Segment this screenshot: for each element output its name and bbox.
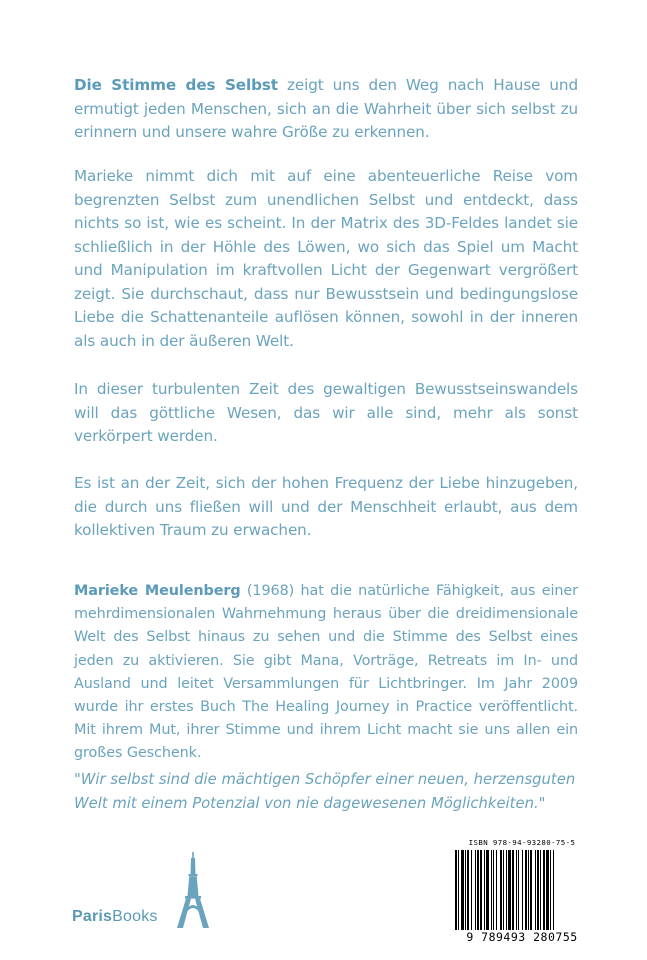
blurb-paragraph-2: Marieke nimmt dich mit auf eine abenteuerliche Reise vom begrenzten Selbst zum unendlichen Selbst und entdeckt, dass nichts so ist, wie es scheint. In der Matrix des 3D-Feldes landet sie schließlich in der Höhle des Löwen, wo sich das Spiel um Macht und Manipulation im kraftvollen Licht der Gegenwart vergrößert zeigt. Sie durchschaut, dass nur Bewusstsein und bedingungslose Liebe die Schattenanteile auflösen können, sowohl in der inneren als auch in der äußeren Welt. [74, 167, 578, 350]
blurb-paragraph-4: Es ist an der Zeit, sich der hohen Frequenz der Liebe hinzugeben, die durch uns fließen will und der Menschheit erlaubt, aus dem kollektiven Traum zu erwachen. [74, 474, 578, 539]
publisher-name: ParisBooks [72, 908, 158, 925]
eiffel-tower-icon [176, 852, 210, 928]
isbn-label: ISBN 978-94-93280-75-5 [468, 838, 576, 847]
author-name: Marieke Meulenberg [74, 583, 241, 599]
barcode-digits: 9 789493 280755 [453, 930, 591, 944]
publisher-logo [72, 852, 222, 932]
book-title: Die Stimme des Selbst [74, 76, 278, 94]
blurb-paragraph-3: In dieser turbulenten Zeit des gewaltigen Bewusstseinswandels will das göttliche Wesen, das wir alle sind, mehr als sonst verkörpert werden. [74, 380, 578, 445]
barcode [453, 838, 591, 950]
blurb-paragraph-1-text: zeigt uns den Weg nach Hause und ermutigt jeden Menschen, sich an die Wahrheit über sich selbst zu erinnern und unsere wahre Größe zu erkennen. [74, 76, 578, 141]
author-bio [74, 580, 578, 766]
quote: "Wir selbst sind die mächtigen Schöpfer einer neuen, herzensguten Welt mit einem Potenzial von nie dagewesenen Möglichkeiten." [74, 771, 576, 812]
blurb-paragraph-1 [74, 74, 578, 145]
barcode-bars [455, 850, 589, 934]
author-bio-text: (1968) hat die natürliche Fähigkeit, aus einer mehrdimensionalen Wahrnehmung heraus über die dreidimensionale Welt des Selbst hinaus zu sehen und die Stimme des Selbst eines jeden zu aktivieren. Sie gibt Mana, Vorträge, Retreats im In- und Ausland und leitet Versammlungen für Lichtbringer. Im Jahr 2009 wurde ihr erstes Buch The Healing Journey in Practice veröffentlicht. Mit ihrem Mut, ihrer Stimme und ihrem Licht macht sie uns allen ein großes Geschenk. [74, 583, 578, 762]
